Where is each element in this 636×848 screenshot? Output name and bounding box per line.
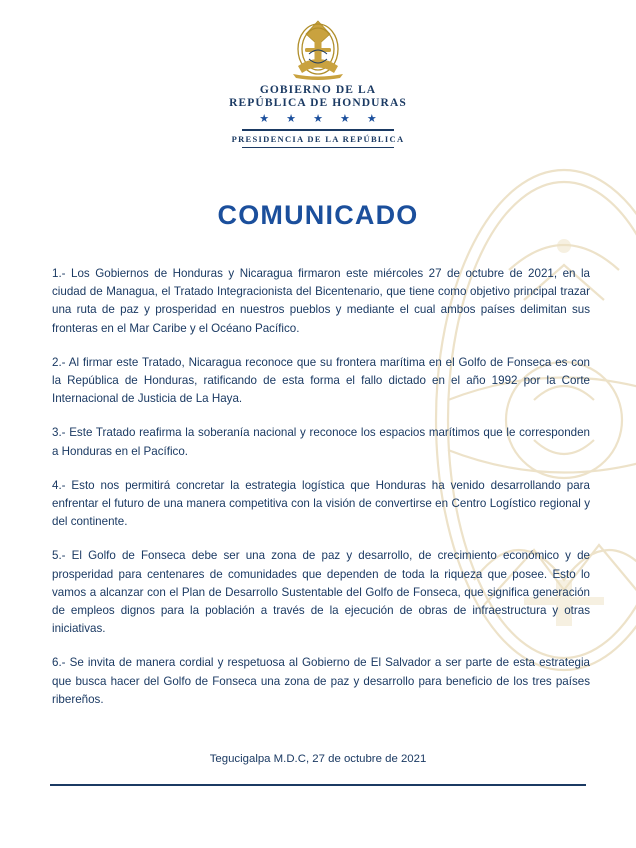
place-and-date: Tegucigalpa M.D.C, 27 de octubre de 2021 xyxy=(209,753,427,766)
gov-line-2: REPÚBLICA DE HONDURAS xyxy=(229,97,407,109)
paragraph-2: 2.- Al firmar este Tratado, Nicaragua reconoce que su frontera marítima en el Golfo de Fonseca es con la República de Honduras, ratificando de esta forma el fallo dictado en el año 1992 por la Corte Internacional de Justicia de La Haya. xyxy=(52,355,590,406)
page-title: COMUNICADO xyxy=(217,200,419,230)
paragraph-1: 1.- Los Gobiernos de Honduras y Nicaragua firmaron este miércoles 27 de octubre de 2021, en la ciudad de Managua, el Tratado Integracionista del Bicentenario, que tiene como objetivo principal trazar una ruta de paz y prosperidad en nuestros pueblos y mediante el cual ambos países delimitan sus fronteras en el Mar Caribe y el Océano Pacífico. xyxy=(52,267,590,335)
letterhead-subtitle: PRESIDENCIA DE LA REPÚBLICA xyxy=(231,133,405,144)
paragraph-3: 3.- Este Tratado reafirma la soberanía nacional y reconoce los espacios marítimos que le corresponden a Honduras en el Pacífico. xyxy=(52,426,590,458)
footer-divider xyxy=(50,784,586,787)
stars-row: ★ ★ ★ ★ ★ xyxy=(259,113,384,125)
paragraph-5: 5.- El Golfo de Fonseca debe ser una zona de paz y desarrollo, de crecimiento económico y de prosperidad para centenares de comunidades que dependen de toda la riqueza que posee. Esto lo vamos a alcanzar con el Plan de Desarrollo Sustentable del Golfo de Fonseca, que significa generación de empleos dignos para la población a través de la ejecución de obras de infraestructura y otras iniciativas. xyxy=(52,549,590,636)
honduras-coat-of-arms-icon xyxy=(285,18,351,80)
letterhead-divider-bottom xyxy=(242,147,394,149)
letterhead-divider-top xyxy=(242,129,394,131)
document-body xyxy=(52,265,590,709)
gov-line-1: GOBIERNO DE LA xyxy=(259,84,377,96)
letterhead xyxy=(0,0,636,148)
paragraph-4: 4.- Esto nos permitirá concretar la estrategia logística que Honduras ha venido desarrollando para enfrentar el futuro de una manera competitiva con la visión de convertirse en Centro Logístico regional y del continente. xyxy=(52,478,590,529)
paragraph-6: 6.- Se invita de manera cordial y respetuosa al Gobierno de El Salvador a ser parte de esta estrategia que busca hacer del Golfo de Fonseca una zona de paz y desarrollo para beneficio de los tres países ribereños. xyxy=(52,656,590,706)
